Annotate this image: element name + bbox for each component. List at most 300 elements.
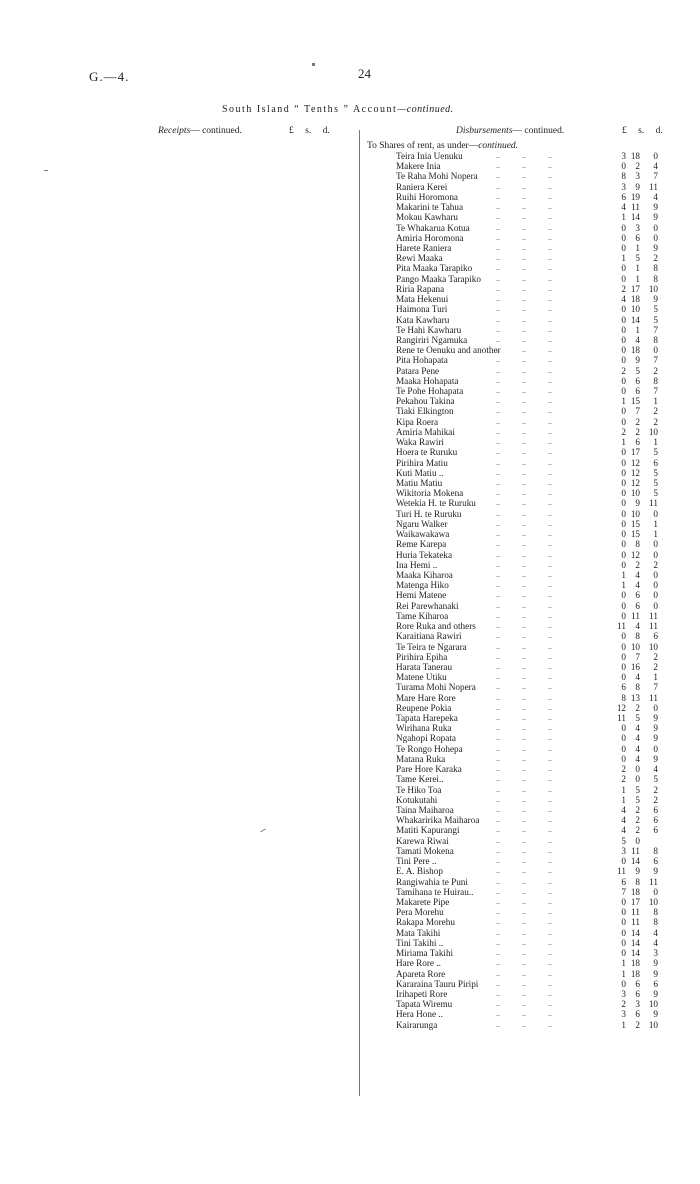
leader-dots: .. .. .. [496, 641, 552, 651]
amount-pence: 7 [653, 386, 658, 397]
amount-pence: 0 [653, 743, 658, 754]
payee-name: Rore Ruka and others [396, 621, 476, 632]
amount-pence: 1 [653, 396, 658, 407]
table-row [0, 437, 700, 447]
payee-name: Kararaina Tauru Piripi [396, 978, 479, 989]
leader-dots: .. .. .. [496, 212, 552, 222]
amount-shillings: 11 [631, 907, 640, 918]
leader-dots: .. .. .. [496, 794, 552, 804]
amount-pounds: 0 [621, 856, 626, 867]
amount-pence: 7 [653, 171, 658, 182]
amount-pounds: 3 [621, 181, 626, 192]
amount-pence: 9 [653, 968, 658, 979]
amount-pence: 0 [653, 151, 658, 161]
amount-pounds: 6 [621, 876, 626, 887]
payee-name: Tapata Harepeka [396, 713, 458, 724]
amount-pence: 6 [653, 805, 658, 815]
table-row [0, 815, 700, 825]
leader-dots: .. .. .. [496, 171, 552, 181]
amount-pence: 0 [653, 600, 658, 611]
table-row [0, 652, 700, 662]
amount-pence: 0 [653, 549, 658, 560]
amount-pence: 10 [648, 1019, 658, 1030]
payee-name: Haimona Turi [396, 304, 448, 315]
amount-pounds: 4 [621, 825, 626, 836]
page-number: 24 [358, 66, 371, 81]
table-row [0, 1020, 700, 1030]
table-row [0, 345, 700, 355]
amount-shillings: 2 [635, 825, 640, 836]
amount-pounds: 1 [621, 396, 626, 407]
amount-shillings: 11 [631, 610, 640, 621]
table-row [0, 621, 700, 631]
amount-pounds: 8 [621, 692, 626, 703]
payee-name: Wikitoria Mokena [396, 488, 464, 499]
table-row [0, 488, 700, 498]
amount-pence: 0 [653, 222, 658, 233]
table-row [0, 498, 700, 508]
leader-dots: .. .. .. [496, 202, 552, 212]
amount-shillings: 13 [630, 692, 640, 703]
amount-pence: 8 [653, 273, 658, 284]
leader-dots: .. .. .. [496, 222, 552, 232]
amount-pounds: 1 [621, 958, 626, 969]
table-row [0, 836, 700, 846]
table-row [0, 366, 700, 376]
amount-shillings: 9 [635, 498, 640, 509]
amount-pence: 8 [653, 917, 658, 928]
leader-dots: .. .. .. [496, 753, 552, 763]
amount-shillings: 3 [635, 171, 640, 182]
table-row [0, 785, 700, 795]
print-speck [312, 63, 315, 66]
amount-shillings: 4 [635, 580, 640, 591]
amount-pounds: 0 [621, 927, 626, 938]
amount-pence: 6 [653, 978, 658, 989]
amount-pence: 2 [653, 784, 658, 795]
payee-name: Makarete Pipe [396, 896, 450, 907]
amount-pence: 9 [653, 294, 658, 305]
amount-shillings: 12 [630, 478, 640, 488]
leader-dots: .. .. .. [496, 692, 552, 702]
amount-pounds: 3 [621, 988, 626, 999]
table-row [0, 642, 700, 652]
table-row [0, 897, 700, 907]
amount-pence: 2 [653, 253, 658, 264]
leader-dots: .. .. .. [496, 508, 552, 518]
amount-pence: 2 [653, 651, 658, 662]
table-row [0, 447, 700, 457]
table-row [0, 325, 700, 335]
disbursements-suffix: — continued. [512, 126, 565, 136]
amount-pence: 0 [653, 569, 658, 580]
amount-shillings: 3 [635, 222, 640, 233]
payee-name: Rene te Oenuku and another [396, 345, 501, 356]
table-row [0, 212, 700, 222]
leader-dots: .. .. .. [496, 610, 552, 620]
amount-pence: 11 [649, 181, 658, 192]
receipts-currency-header: £ s. d. [289, 126, 330, 136]
amount-pounds: 0 [621, 355, 626, 366]
table-row [0, 243, 700, 253]
amount-shillings: 19 [630, 191, 640, 202]
payee-name: Wirihana Ruka [396, 723, 452, 734]
payee-name: Pita Hohapata [396, 355, 448, 366]
leader-dots: .. .. .. [496, 283, 552, 293]
leader-dots: .. .. .. [496, 191, 552, 201]
payee-name: Huria Tekateka [396, 549, 453, 560]
payee-name: Ina Hemi .. [396, 559, 438, 570]
amount-pounds: 0 [621, 508, 626, 519]
amount-pence: 9 [653, 753, 658, 764]
amount-pounds: 0 [621, 345, 626, 356]
table-row [0, 948, 700, 958]
leader-dots: .. .. .. [496, 416, 552, 426]
amount-pence: 6 [653, 815, 658, 826]
table-row [0, 253, 700, 263]
table-row [0, 223, 700, 233]
leader-dots: .. .. .. [496, 631, 552, 641]
table-row [0, 744, 700, 754]
leader-dots: .. .. .. [496, 437, 552, 447]
payee-name: Kotukutahi [396, 794, 438, 805]
leader-dots: .. .. .. [496, 386, 552, 396]
leader-dots: .. .. .. [496, 1019, 552, 1029]
amount-pence: 0 [653, 232, 658, 243]
leader-dots: .. .. .. [496, 723, 552, 733]
amount-pence: 2 [653, 365, 658, 376]
amount-pence: 8 [653, 263, 658, 274]
leader-dots: .. .. .. [496, 784, 552, 794]
amount-pounds: 0 [621, 743, 626, 754]
payee-name: Mare Hare Rore [396, 692, 456, 703]
payee-name: Matenga Hiko [396, 580, 449, 591]
leader-dots: .. .. .. [496, 825, 552, 835]
amount-pounds: 0 [621, 631, 626, 642]
table-row [0, 406, 700, 416]
amount-pence: 5 [653, 304, 658, 315]
table-row [0, 519, 700, 529]
payee-name: Tini Pere .. [396, 856, 437, 867]
leader-dots: .. .. .. [496, 365, 552, 375]
amount-shillings: 2 [635, 815, 640, 826]
amount-pounds: 0 [621, 651, 626, 662]
amount-pounds: 0 [621, 304, 626, 315]
payee-name: Teira Inia Uenuku [396, 151, 463, 161]
amount-pence: 2 [653, 661, 658, 672]
table-row [0, 825, 700, 835]
amount-shillings: 9 [635, 181, 640, 192]
amount-shillings: 7 [635, 651, 640, 662]
amount-shillings: 18 [630, 886, 640, 897]
amount-pounds: 0 [621, 242, 626, 253]
payee-name: Maaka Kiharoa [396, 569, 453, 580]
leader-dots: .. .. .. [496, 713, 552, 723]
payee-name: Te Raha Mohi Nopera [396, 171, 478, 182]
amount-pence: 7 [653, 324, 658, 335]
amount-pence: 11 [649, 498, 658, 509]
amount-pence: 1 [653, 518, 658, 529]
table-row [0, 263, 700, 273]
table-row [0, 550, 700, 560]
amount-pounds: 0 [621, 232, 626, 243]
payee-name: Kipa Roera [396, 416, 439, 427]
amount-pounds: 0 [621, 672, 626, 683]
amount-shillings: 0 [635, 774, 640, 785]
amount-pence: 6 [653, 457, 658, 468]
amount-pounds: 7 [621, 886, 626, 897]
table-row [0, 856, 700, 866]
payee-name: Matiti Kapurangi [396, 825, 460, 836]
amount-pounds: 11 [617, 866, 626, 877]
amount-pounds: 2 [621, 764, 626, 775]
leader-dots: .. .. .. [496, 151, 552, 160]
payee-name: Pango Maaka Tarapiko [396, 273, 481, 284]
table-row [0, 631, 700, 641]
table-row [0, 795, 700, 805]
amount-shillings: 5 [635, 784, 640, 795]
table-row [0, 396, 700, 406]
amount-pence: 6 [653, 631, 658, 642]
payee-name: Rakapa Morehu [396, 917, 455, 928]
disbursements-label: Disbursements [456, 126, 513, 136]
shares-list [0, 151, 700, 1030]
payee-name: Te Rongo Hohepa [396, 743, 463, 754]
amount-shillings: 2 [635, 1019, 640, 1030]
table-row [0, 161, 700, 171]
amount-shillings: 17 [630, 283, 640, 294]
leader-dots: .. .. .. [496, 426, 552, 436]
amount-shillings: 12 [630, 467, 640, 478]
leader-dots: .. .. .. [496, 927, 552, 937]
amount-shillings: 6 [635, 978, 640, 989]
table-row [0, 427, 700, 437]
table-row [0, 182, 700, 192]
amount-pounds: 0 [621, 559, 626, 570]
amount-shillings: 11 [631, 845, 640, 856]
amount-pence: 2 [653, 559, 658, 570]
payee-name: Tamihana te Huirau.. [396, 886, 474, 897]
amount-pounds: 0 [621, 937, 626, 948]
payee-name: Makarini te Tahua [396, 202, 464, 213]
leader-dots: .. .. .. [496, 743, 552, 753]
amount-pounds: 11 [617, 621, 626, 632]
table-row [0, 386, 700, 396]
table-row [0, 294, 700, 304]
amount-pence: 9 [653, 713, 658, 724]
payee-name: Matene Utiku [396, 672, 447, 683]
amount-pence: 2 [653, 794, 658, 805]
amount-pounds: 1 [621, 968, 626, 979]
amount-shillings: 5 [635, 713, 640, 724]
amount-pounds: 0 [621, 529, 626, 540]
payee-name: Te Hahi Kawharu [396, 324, 462, 335]
payee-name: Tapata Wiremu [396, 999, 453, 1010]
amount-pounds: 1 [621, 1019, 626, 1030]
leader-dots: .. .. .. [496, 396, 552, 406]
amount-pounds: 2 [621, 365, 626, 376]
table-row [0, 529, 700, 539]
table-row [0, 713, 700, 723]
payee-name: Te Hiko Toa [396, 784, 442, 795]
leader-dots: .. .. .. [496, 621, 552, 631]
amount-pounds: 4 [621, 805, 626, 815]
amount-shillings: 8 [635, 539, 640, 550]
amount-shillings: 15 [630, 396, 640, 407]
amount-pence: 0 [653, 508, 658, 519]
leader-dots: .. .. .. [496, 478, 552, 487]
amount-pence: 1 [653, 672, 658, 683]
leader-dots: .. .. .. [496, 876, 552, 886]
amount-pounds: 2 [621, 999, 626, 1010]
leader-dots: .. .. .. [496, 600, 552, 610]
amount-pence: 9 [653, 866, 658, 877]
amount-shillings: 4 [635, 569, 640, 580]
leader-dots: .. .. .. [496, 948, 552, 958]
payee-name: Mokau Kawharu [396, 212, 458, 223]
leader-dots: .. .. .. [496, 988, 552, 998]
amount-pounds: 0 [621, 948, 626, 959]
amount-pounds: 3 [621, 1009, 626, 1020]
amount-shillings: 4 [635, 723, 640, 734]
amount-pence: 0 [653, 580, 658, 591]
amount-pounds: 0 [621, 907, 626, 918]
amount-pence: 10 [648, 896, 658, 907]
amount-shillings: 2 [635, 702, 640, 713]
amount-shillings: 17 [630, 447, 640, 458]
amount-shillings: 5 [635, 794, 640, 805]
amount-shillings: 2 [635, 416, 640, 427]
payee-name: Matiu Matiu [396, 478, 443, 488]
amount-pounds: 4 [621, 202, 626, 213]
payee-name: Rei Parewhanaki [396, 600, 459, 611]
leader-dots: .. .. .. [496, 815, 552, 825]
amount-shillings: 9 [635, 866, 640, 877]
amount-pounds: 0 [621, 753, 626, 764]
payee-name: Tiaki Elkington [396, 406, 454, 417]
amount-shillings: 2 [635, 559, 640, 570]
table-row [0, 171, 700, 181]
shares-intro-text: To Shares of rent, as under— [367, 141, 479, 151]
amount-pence: 9 [653, 733, 658, 744]
amount-pounds: 0 [621, 406, 626, 417]
payee-name: Rangiriri Ngamuka [396, 334, 468, 345]
amount-pounds: 3 [621, 151, 626, 161]
payee-name: Raniera Kerei [396, 181, 448, 192]
amount-pounds: 2 [621, 283, 626, 294]
leader-dots: .. .. .. [496, 835, 552, 845]
leader-dots: .. .. .. [496, 580, 552, 590]
amount-shillings: 1 [635, 273, 640, 284]
amount-shillings: 8 [635, 631, 640, 642]
leader-dots: .. .. .. [496, 958, 552, 968]
leader-dots: .. .. .. [496, 999, 552, 1009]
amount-shillings: 15 [630, 529, 640, 540]
amount-pence: 11 [649, 610, 658, 621]
amount-pounds: 0 [621, 375, 626, 386]
leader-dots: .. .. .. [496, 978, 552, 988]
leader-dots: .. .. .. [496, 488, 552, 498]
amount-pounds: 6 [621, 191, 626, 202]
receipts-suffix: — continued. [190, 126, 242, 136]
amount-shillings: 6 [635, 375, 640, 386]
amount-pence: 5 [653, 447, 658, 458]
table-row [0, 703, 700, 713]
amount-pounds: 2 [621, 426, 626, 437]
amount-pounds: 5 [621, 835, 626, 846]
amount-shillings: 6 [635, 600, 640, 611]
amount-pence: 5 [653, 488, 658, 499]
amount-shillings: 18 [630, 958, 640, 969]
leader-dots: .. .. .. [496, 866, 552, 876]
amount-shillings: 4 [635, 733, 640, 744]
receipts-heading [158, 126, 242, 136]
leader-dots: .. .. .. [496, 917, 552, 927]
amount-shillings: 6 [635, 386, 640, 397]
amount-shillings: 14 [630, 948, 640, 959]
leader-dots: .. .. .. [496, 518, 552, 528]
leader-dots: .. .. .. [496, 661, 552, 671]
payee-name: Hare Rore .. [396, 958, 441, 969]
leader-dots: .. .. .. [496, 672, 552, 682]
amount-shillings: 14 [630, 212, 640, 223]
amount-pounds: 0 [621, 549, 626, 560]
leader-dots: .. .. .. [496, 232, 552, 242]
amount-pounds: 0 [621, 518, 626, 529]
payee-name: Apareta Rore [396, 968, 446, 979]
amount-pounds: 4 [621, 294, 626, 305]
amount-pounds: 0 [621, 416, 626, 427]
amount-pounds: 6 [621, 682, 626, 693]
leader-dots: .. .. .. [496, 334, 552, 344]
amount-shillings: 4 [635, 672, 640, 683]
table-row [0, 774, 700, 784]
amount-shillings: 18 [630, 345, 640, 356]
payee-name: Kata Kawharu [396, 314, 450, 325]
amount-pence: 11 [649, 692, 658, 703]
table-row [0, 672, 700, 682]
payee-name: Te Teira te Ngarara [396, 641, 467, 652]
leader-dots: .. .. .. [496, 590, 552, 600]
payee-name: Tame Kerei.. [396, 774, 444, 785]
table-row [0, 1009, 700, 1019]
leader-dots: .. .. .. [496, 345, 552, 355]
amount-shillings: 2 [635, 805, 640, 815]
amount-pence: 9 [653, 202, 658, 213]
amount-shillings: 14 [630, 856, 640, 867]
leader-dots: .. .. .. [496, 549, 552, 559]
leader-dots: .. .. .. [496, 937, 552, 947]
disbursements-heading [456, 126, 564, 136]
payee-name: Tame Kiharoa [396, 610, 449, 621]
payee-name: Wetekia H. te Ruruku [396, 498, 476, 509]
payee-name: Rangiwahia te Puni [396, 876, 468, 887]
amount-pounds: 0 [621, 610, 626, 621]
payee-name: Riria Rapana [396, 283, 445, 294]
table-row [0, 999, 700, 1009]
leader-dots: .. .. .. [496, 682, 552, 692]
amount-pence: 2 [653, 406, 658, 417]
table-row [0, 580, 700, 590]
amount-shillings: 1 [635, 263, 640, 274]
receipts-label: Receipts [158, 126, 191, 136]
payee-name: Irihapeti Rore [396, 988, 448, 999]
amount-shillings: 4 [635, 743, 640, 754]
amount-shillings: 17 [630, 896, 640, 907]
payee-name: Harata Tanerau [396, 661, 453, 672]
table-row [0, 335, 700, 345]
table-row [0, 468, 700, 478]
